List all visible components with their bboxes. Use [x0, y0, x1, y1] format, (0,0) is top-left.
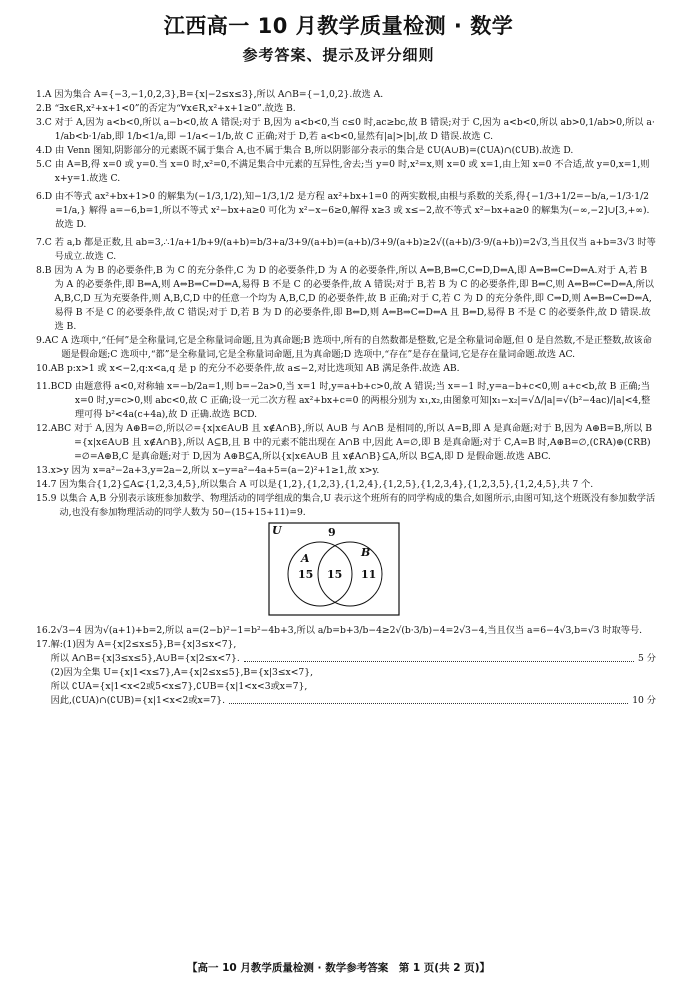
q17-line: [51, 680, 656, 694]
answer-item: [36, 190, 656, 232]
answer-item: [36, 264, 656, 334]
answer-number: 10.AB: [36, 363, 64, 374]
answer-number: 4.D: [36, 145, 53, 156]
answer-text: 因为 A 为 B 的必要条件,B 为 C 的充分条件,C 为 D 的必要条件,D 为 A 的必要条件,所以 A⇐B,B⇒C,C⇐D,D⇐A,即 A⇒B⇒C⇐D⇐A.对于 A,若 B 为 A 的必要条件,即 B⇐A,则 A⇔B⇒C⇐D⇐A,易得 B 不是 C 的必要条件,故 A 错误;对于 B,若 B 为 C 的必要条件,即 B⇐C,则 A⇔B⇔C⇐D⇐A,所以 A,B,C,D 互为充要条件,则 A,B,C,D 中的任意一个均为 A,B,C,D 的必要条件,故 B 正确;对于 C,若 C 为 D 的充分条件,即 C⇒D,则 A⇐B⇒C⇔D⇐A,易得 B 不是 C 的必要条件,故 C 错误;对于 D,若 B 为 D 的必要条件,即 B⇐D,则 A⇐B⇒C⇐D⇐A 且 B⇐D,易得 B 不是 C 的必要条件,故 D 错误.故选 B.: [54, 265, 654, 332]
page-title: 江西高一 10 月教学质量检测 · 数学: [163, 14, 514, 38]
answer-text: 因为集合{1,2}⊆A⊊{1,2,3,4,5},所以集合 A 可以是{1,2},{1,2,3},{1,2,4},{1,2,5},{1,2,3,4},{1,2,3,5},{1,2,4,5},共 7 个.: [59, 479, 594, 490]
answer-text: 因为集合 A={−3,−1,0,2,3},B={x|−2≤x≤3},所以 A∩B={−1,0,2}.故选 A.: [54, 89, 384, 100]
answer-item: [36, 380, 656, 422]
score-points: 10 分: [632, 695, 656, 706]
q17-block: [36, 638, 656, 708]
answer-number: 11.BCD: [36, 381, 72, 392]
answer-item: [36, 102, 656, 116]
answer-item: [36, 624, 656, 638]
answer-item: [36, 422, 656, 464]
venn-a-only-count: 15: [298, 568, 314, 581]
answer-text: 由 Venn 图知,阴影部分的元素既不属于集合 A,也不属于集合 B,所以阴影部分表示的集合是 ∁U(A∪B)=(∁UA)∩(∁UB).故选 D.: [55, 145, 574, 156]
venn-b-label: B: [361, 546, 371, 559]
answer-text: 由 A=B,得 x=0 或 y=0.当 x=0 时,x²=0,不满足集合中元素的互异性,舍去;当 y=0 时,x²=x,则 x=0 或 x=1,由上知 x=0 不合适,故 y=0,x=1,则 x+y=1.故选 C.: [54, 159, 650, 184]
answer-text: 因为 x=a²−2a+3,y=2a−2,所以 x−y=a²−4a+5=(a−2)²+1≥1,故 x>y.: [71, 465, 380, 476]
answer-number: 16.2√3−4: [36, 625, 82, 636]
answer-number: 5.C: [36, 159, 52, 170]
answer-item: [36, 362, 656, 376]
answer-number: 15.9: [36, 493, 57, 504]
answer-number: 17.: [36, 639, 51, 650]
venn-diagram: [268, 522, 400, 616]
answer-item: [36, 478, 656, 492]
answer-text: 以集合 A,B 分别表示该班参加数学、物理活动的同学组成的集合,U 表示这个班所有的同学构成的集合,如图所示,由图可知,这个班既没有参加数学活动,也没有参加物理活动的同学人数为 50−(15+15+11)=9.: [59, 493, 656, 518]
answer-text: 由不等式 ax²+bx+1>0 的解集为(−1/3,1/2),知−1/3,1/2 是方程 ax²+bx+1=0 的两实数根,由根与系数的关系,得{−1/3+1/2=−b/a,−1/3·1/2=1/a,} 解得 a=−6,b=1,所以不等式 x²−bx+a≥0 可化为 x²−x−6≥0,解得 x≥3 或 x≤−2,故不等式 x²−bx+a≥0 的解集为(−∞,−2]∪[3,+∞).故选 D.: [55, 191, 650, 230]
answer-text: 由题意得 a<0,对称轴 x=−b/2a=1,则 b=−2a>0,当 x=1 时,y=a+b+c>0,故 A 错误;当 x=−1 时,y=a−b+c<0,则 a+c<b,故 B 正确;当 x=0 时,y=c>0,则 abc<0,故 C 正确;设一元二次方程 ax²+bx+c=0 的两根分别为 x₁,x₂,由图象可知|x₁−x₂|=√Δ/|a|=√(b²−4ac)/|a|<4,整理可得 b²<4a(c+4a),故 D 正确.故选 BCD.: [74, 381, 651, 420]
answer-text: 对于 A,因为 a<b<0,所以 a−b<0,故 A 错误;对于 B,因为 a<b<0,当 c≤0 时,ac≥bc,故 B 错误;对于 C,因为 a<b<0,所以 ab>0,1/ab>0,所以 a·1/ab<b·1/ab,即 1/b<1/a,即 −1/a<−1/b,故 C 正确;对于 D,若 a<b<0,显然有|a|>|b|,故 D 错误.故选 C.: [54, 117, 655, 142]
answer-item: [36, 88, 656, 102]
answer-item: [36, 464, 656, 478]
answer-number: 1.A: [36, 89, 52, 100]
answer-number: 8.B: [36, 265, 52, 276]
answer-number: 6.D: [36, 191, 53, 202]
venn-outside-count: 9: [328, 526, 336, 539]
q17-line-text: 因此,(∁UA)∩(∁UB)={x|1<x<2或x=7}.: [50, 695, 226, 706]
answer-item: [36, 334, 656, 362]
q17-line-text: (2)因为全集 U={x|1<x≤7},A={x|2≤x≤5},B={x|3≤x<7},: [50, 667, 314, 678]
answer-number: 14.7: [36, 479, 57, 490]
venn-a-label: A: [301, 552, 310, 565]
answer-item: [36, 158, 656, 186]
answer-number: 12.ABC: [36, 423, 72, 434]
answer-text: 因为√(a+1)+b=2,所以 a=(2−b)²−1=b²−4b+3,所以 a/b=b+3/b−4≥2√(b·3/b)−4=2√3−4,当且仅当 a=6−4√3,b=√3 时取等号.: [84, 625, 643, 636]
page-subtitle: 参考答案、提示及评分细则: [242, 46, 435, 64]
q17-line: [51, 652, 656, 666]
answer-item: [36, 236, 656, 264]
q17-line: [51, 638, 656, 652]
q17-line-text: 所以 ∁UA={x|1<x<2或5<x≤7},∁UB={x|1<x<3或x=7},: [50, 681, 308, 692]
page-footer: 【高一 10 月教学质量检测 · 数学参考答案 第 1 页(共 2 页)】: [186, 962, 491, 974]
q17-line: [51, 694, 656, 708]
answer-text: 对于 A,因为 A⊕B=∅,所以∅={x|x∈A∪B 且 x∉A∩B},所以 A∪B 与 A∩B 是相同的,所以 A=B,即 A 是真命题;对于 B,因为 A⊕B=B,所以 B={x|x∈A∪B 且 x∉A∩B},所以 A⊆B,且 B 中的元素不能出现在 A∩B 中,因此 A=∅,即 B 是真命题;对于 C,A=B 时,A⊕B=∅,(∁RA)⊕(∁RB)=∅=A⊕B,C 是真命题;对于 D,因为 A⊕B⊆A,所以{x|x∈A∪B 且 x∉A∩B}⊆A,所以 B⊆A,即 D 是假命题.故选 ABC.: [74, 423, 652, 462]
q17-solution: [51, 638, 656, 708]
answer-number: 13.x>y: [36, 465, 69, 476]
answer-number: 2.B: [36, 103, 52, 114]
answer-text: A 选项中,“任何”是全称量词,它是全称量词命题,且为真命题;B 选项中,所有的自然数都是整数,它是全称量词命题,但 0 是自然数,不是正整数,故该命题是假命题;C 选项中,“都”是全称量词,它是全称量词命题,且为真命题;D 选项中,“存在”是存在量词,它是存在量词命题.故选 AC.: [61, 335, 652, 360]
q17-line: [51, 666, 656, 680]
venn-u-label: U: [272, 524, 282, 537]
answer-text: “∃x∈R,x²+x+1<0”的否定为“∀x∈R,x²+x+1≥0”.故选 B.: [54, 103, 296, 114]
venn-intersection-count: 15: [327, 568, 343, 581]
answer-item: [36, 116, 656, 144]
answer-number: 3.C: [36, 117, 52, 128]
score-points: 5 分: [638, 653, 656, 664]
answer-number: 7.C: [36, 237, 52, 248]
venn-b-only-count: 11: [361, 568, 377, 581]
answer-text: 若 a,b 都是正数,且 ab=3,∴1/a+1/b+9/(a+b)=b/3+a/3+9/(a+b)=(a+b)/3+9/(a+b)≥2√((a+b)/3·9/(a+b))=2√3,当且仅当 a+b=3√3 时等号成立.故选 C.: [54, 237, 656, 262]
q17-line-text: 所以 A∩B={x|3≤x≤5},A∪B={x|2≤x<7}.: [50, 653, 240, 664]
answer-item: [36, 144, 656, 158]
answer-body: [36, 88, 656, 708]
q17-line-text: 解:(1)因为 A={x|2≤x≤5},B={x|3≤x<7},: [50, 639, 237, 650]
answer-item: [36, 492, 656, 520]
answer-text: p:x>1 或 x<−2,q:x<a,q 是 p 的充分不必要条件,故 a≤−2,对比选项知 AB 满足条件.故选 AB.: [66, 363, 460, 374]
answer-number: 9.AC: [36, 335, 59, 346]
